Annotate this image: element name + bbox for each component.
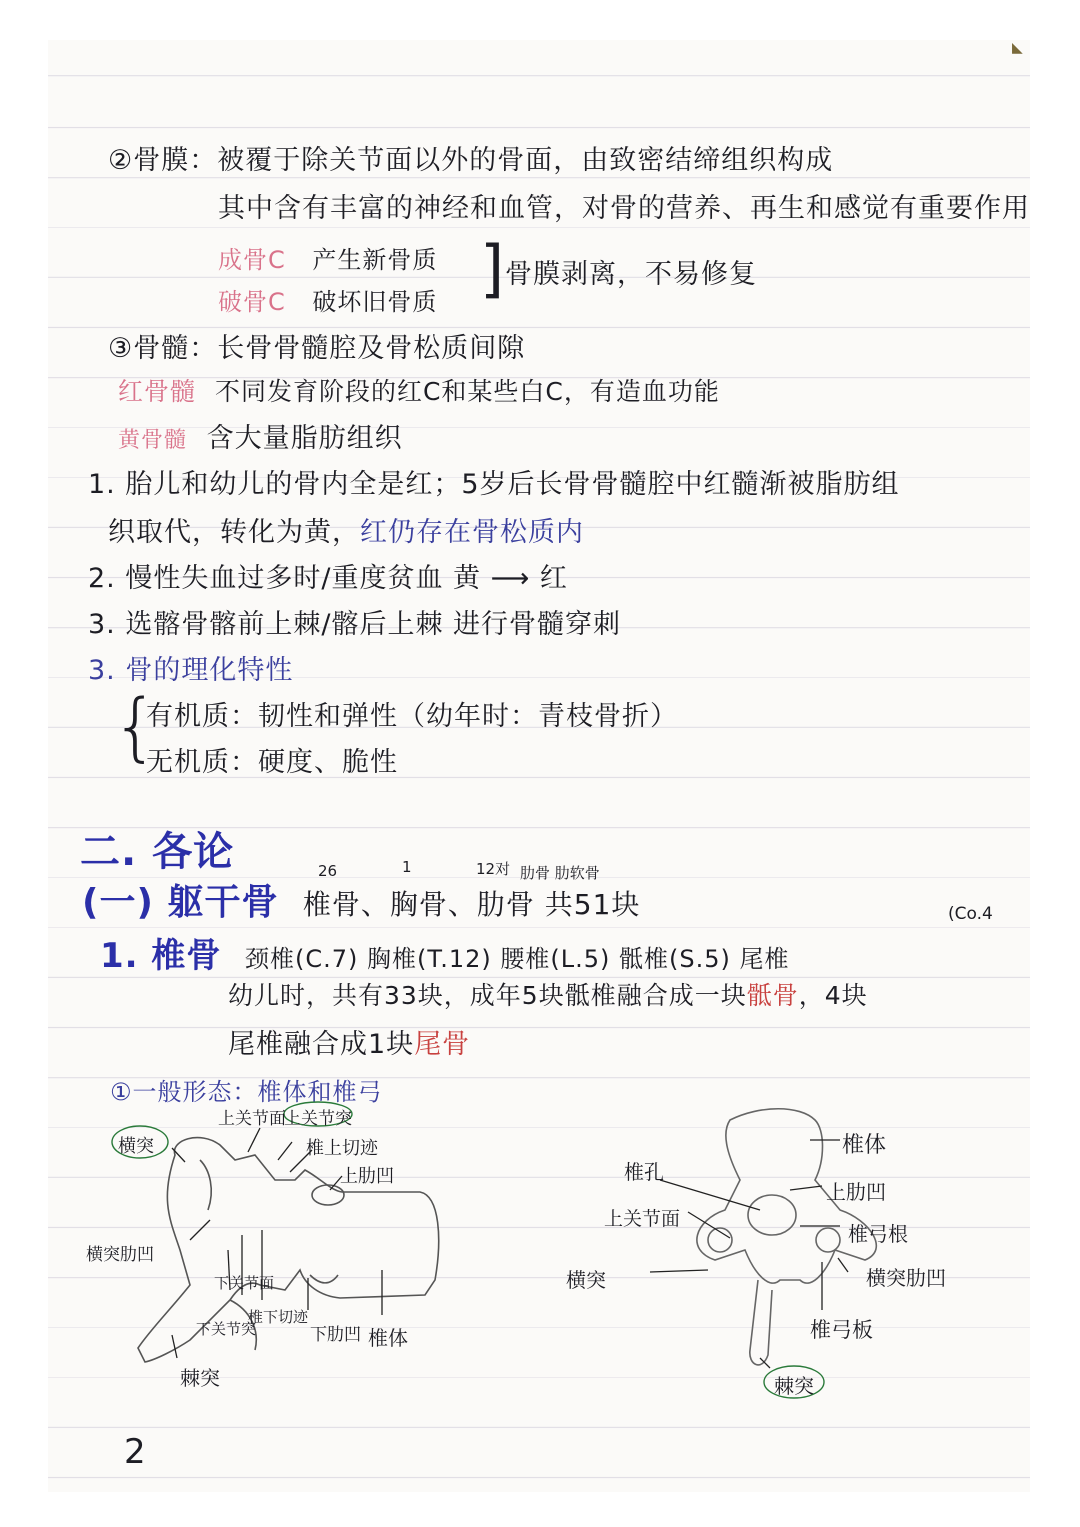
label-transverse-costal-fovea-left: 横突肋凹 <box>86 1245 154 1265</box>
marrow-point1b-black: 织取代，转化为黄， <box>108 517 360 548</box>
marrow-point3: 3. 选髂骨髂前上棘/髂后上棘 进行骨髓穿刺 <box>88 609 622 640</box>
osteoblast-label: 成骨C <box>218 246 286 274</box>
annotation-12pairs: 12对 <box>476 860 511 878</box>
label-transverse-costal-fovea-right: 横突肋凹 <box>866 1266 946 1290</box>
marrow-point1b-blue: 红仍存在骨松质内 <box>360 517 584 548</box>
properties-inorganic: 无机质：硬度、脆性 <box>146 747 398 778</box>
vertebrae-row <box>100 928 789 977</box>
osteoclast-row <box>218 282 437 317</box>
label-inferior-articular-surface: 下关节面 <box>214 1274 275 1292</box>
label-lamina: 椎弓板 <box>810 1318 873 1342</box>
properties-heading: 3. 骨的理化特性 <box>88 655 294 686</box>
label-superior-costal-fovea-right: 上肋凹 <box>826 1180 886 1204</box>
label-inferior-vertebral-notch: 椎下切迹 <box>248 1308 309 1326</box>
label-vertebral-body-right: 椎体 <box>842 1133 887 1158</box>
annotation-1: 1 <box>402 858 412 876</box>
label-superior-costal-fovea-left: 上肋凹 <box>340 1166 394 1187</box>
trunk-items: 椎骨、胸骨、肋骨 共51块 <box>302 888 641 921</box>
marrow-point2: 2. 慢性失血过多时/重度贫血 黄 ⟶ 红 <box>88 563 568 594</box>
label-spinous-process-right: 棘突 <box>774 1374 814 1398</box>
label-superior-articular-surface-left: 上关节面 <box>218 1109 286 1129</box>
red-marrow-label: 红骨髓 <box>118 377 197 406</box>
label-superior-vertebral-notch: 椎上切迹 <box>306 1138 378 1159</box>
section-title: 二. 各论 <box>80 829 235 875</box>
label-transverse-process-left: 横突 <box>118 1136 154 1157</box>
annotation-rib-cartilage: 肋骨 肋软骨 <box>520 864 600 882</box>
red-marrow-text: 不同发育阶段的红C和某些白C，有造血功能 <box>214 377 720 406</box>
corner-fold: ◣ <box>1012 40 1023 56</box>
osteoclast-text: 破坏旧骨质 <box>312 288 438 316</box>
osteoblast-row <box>218 240 437 275</box>
yellow-marrow-row <box>118 416 403 455</box>
marrow-heading: ③骨髓：长骨骨髓腔及骨松质间隙 <box>108 333 526 364</box>
periosteum-bracket-note: 骨膜剥离，不易修复 <box>505 259 757 290</box>
vertebra-superior-diagram <box>600 1100 1020 1400</box>
general-form: ①一般形态：椎体和椎弓 <box>110 1078 383 1106</box>
bracket-symbol: ] <box>480 232 505 305</box>
yellow-marrow-label: 黄骨髓 <box>118 428 188 453</box>
label-superior-articular-surface-right: 上关节面 <box>604 1208 681 1230</box>
annotation-coccyx: (Co.4 <box>948 904 993 924</box>
trunk-heading: (一) 躯干骨 <box>82 882 279 923</box>
properties-brace: { <box>112 684 160 770</box>
child-line-b: ，4块 <box>798 981 868 1010</box>
osteoclast-label: 破骨C <box>218 288 286 316</box>
periosteum-line1: ②骨膜：被覆于除关节面以外的骨面，由致密结缔组织构成 <box>108 145 834 176</box>
properties-organic: 有机质：韧性和弹性（幼年时：青枝骨折） <box>146 701 678 732</box>
label-superior-articular-process: 上关节突 <box>284 1109 352 1129</box>
coccyx-line-a: 尾椎融合成1块 <box>228 1029 415 1060</box>
coccyx-line-b: 尾骨 <box>414 1029 471 1060</box>
page-number: 2 <box>124 1432 146 1472</box>
label-vertebral-foramen: 椎孔 <box>624 1160 664 1184</box>
vertebrae-list: 颈椎(C.7) 胸椎(T.12) 腰椎(L.5) 骶椎(S.5) 尾椎 <box>245 945 790 973</box>
marrow-point1a: 1. 胎儿和幼儿的骨内全是红；5岁后长骨骨髓腔中红髓渐被脂肪组 <box>88 469 900 500</box>
label-vertebral-body-left: 椎体 <box>368 1326 408 1350</box>
label-transverse-process-right: 横突 <box>566 1268 606 1292</box>
child-line-a: 幼儿时，共有33块，成年5块骶椎融合成一块 <box>228 981 747 1010</box>
child-line-sacrum: 骶骨 <box>746 981 799 1010</box>
child-line <box>228 976 868 1012</box>
label-pedicle: 椎弓根 <box>848 1222 908 1246</box>
vertebrae-heading: 1. 椎骨 <box>100 936 222 976</box>
label-inferior-costal-fovea: 下肋凹 <box>310 1325 361 1345</box>
label-inferior-articular-process: 下关节突 <box>196 1320 257 1338</box>
marrow-point1b <box>108 510 584 549</box>
coccyx-line <box>228 1022 470 1061</box>
label-spinous-process-left: 棘突 <box>180 1366 220 1390</box>
red-marrow-row <box>118 372 720 408</box>
trunk-heading-row <box>82 874 640 925</box>
yellow-marrow-text: 含大量脂肪组织 <box>206 423 403 454</box>
periosteum-line2: 其中含有丰富的神经和血管，对骨的营养、再生和感觉有重要作用 <box>218 193 1030 224</box>
osteoblast-text: 产生新骨质 <box>312 246 438 274</box>
annotation-26: 26 <box>318 862 338 880</box>
